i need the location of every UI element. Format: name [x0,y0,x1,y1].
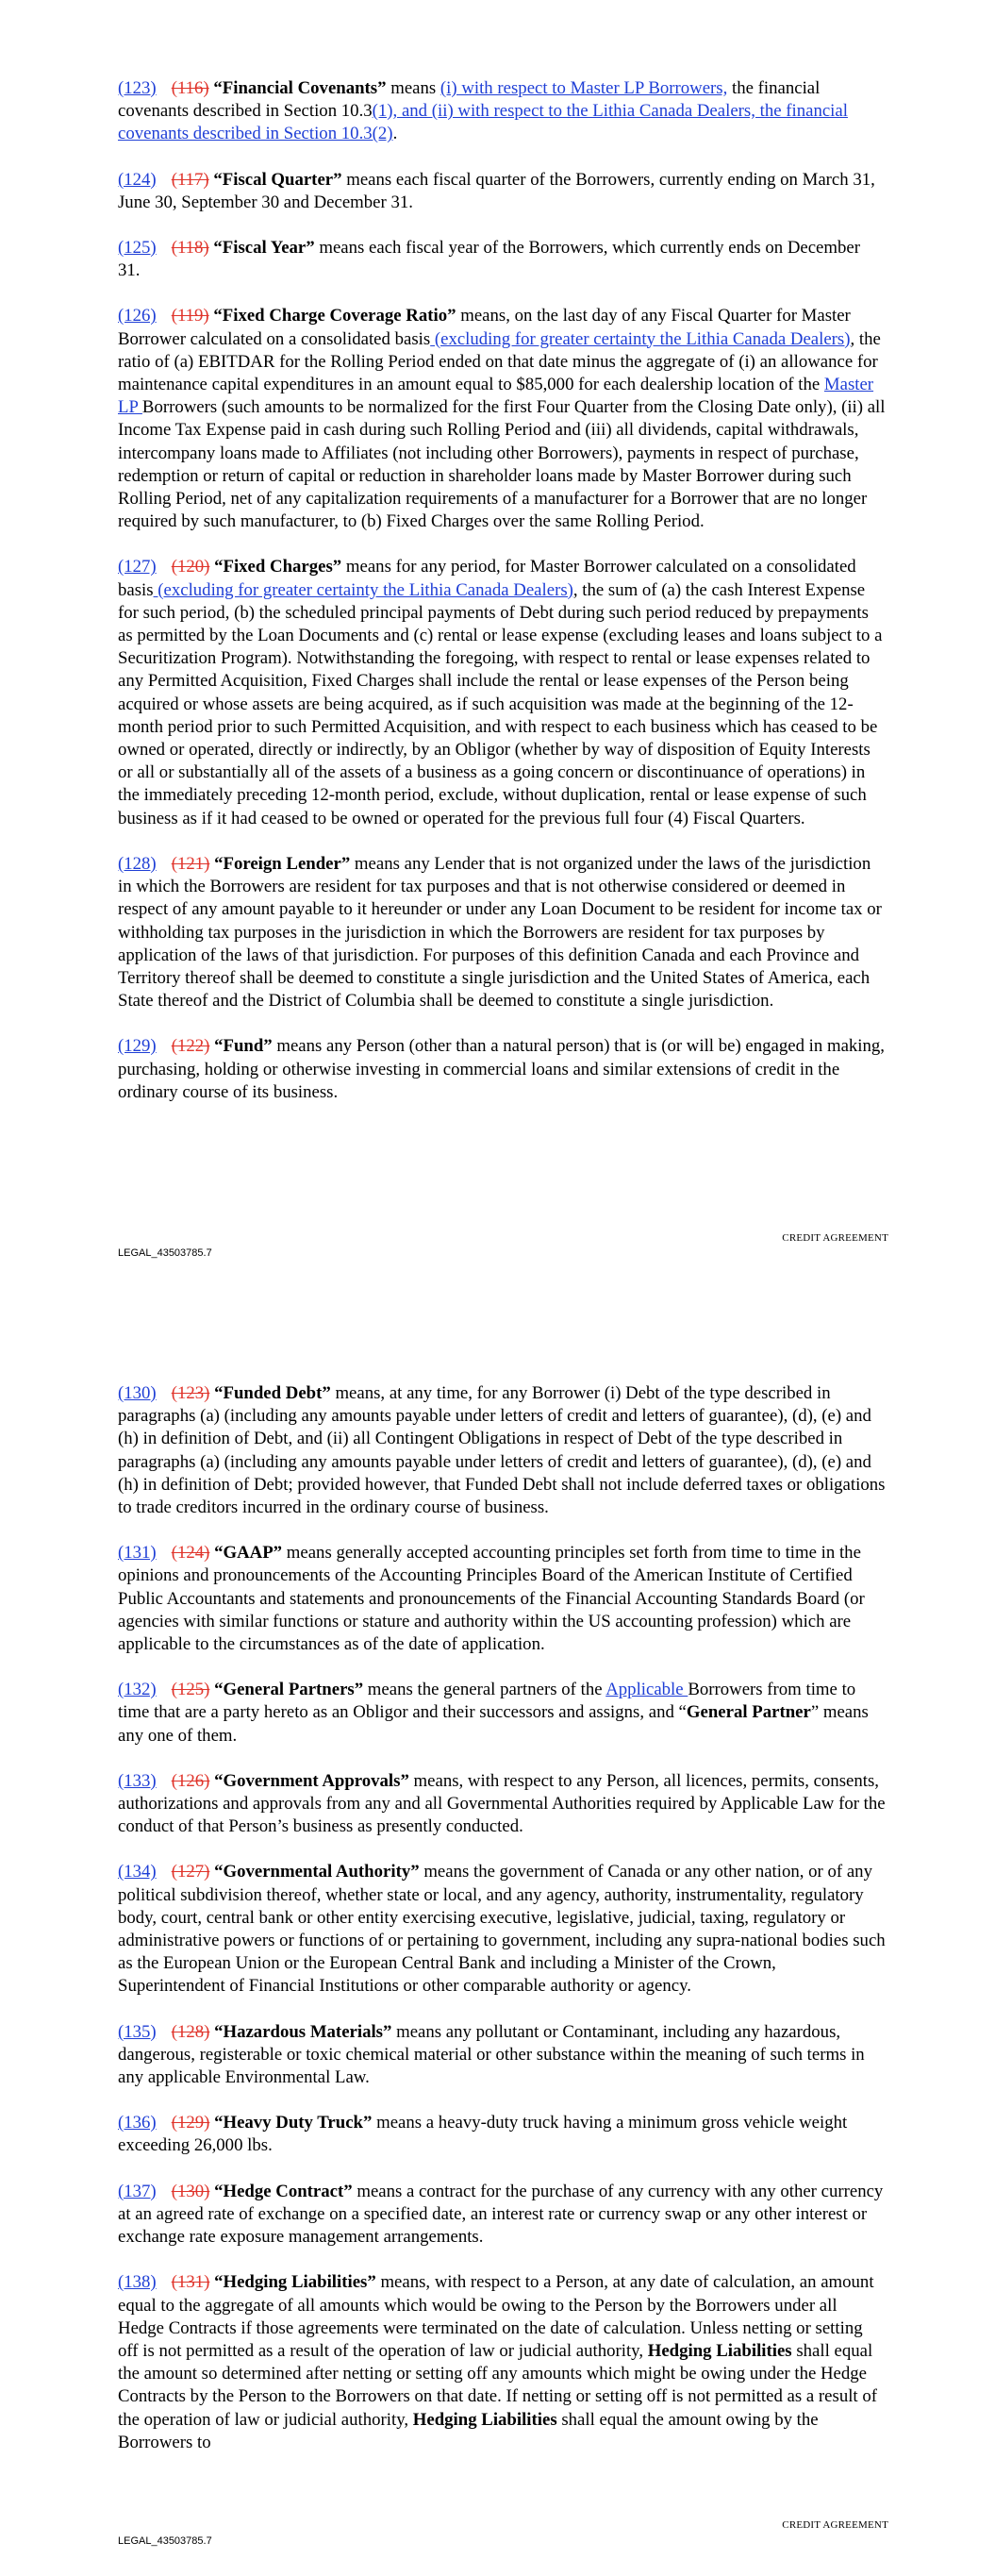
definition-paragraph [118,305,887,533]
definition-text: means the government of Canada or any other nation, or of any political subdivision thereof, whether state or local, and any agency, authority, instrumentality, regulatory body, court, central bank or other entity exercising executive, legislative, judicial, taxing, regulatory or administrative powers or functions of or pertaining to government, including any supra-national bodies such as the European Union or the European Central Bank and including a Minister of the Crown, Superintendent of Financial Institutions or other comparable authority or agency. [118,1862,886,1997]
definition-text: means, on the last day of any Fiscal Quarter for Master Borrower calculated on a consolidated basis [118,306,851,349]
definition-text: shall equal the amount owing by the Borrowers to [118,2409,819,2452]
definition-number-link[interactable]: (137) [118,2181,157,2201]
inserted-text: (1), and (ii) with respect to the Lithia Canada Dealers, the financial covenants described in Section 10.3(2) [118,101,848,144]
defined-term: “Hedge Contract” [214,2181,353,2201]
definition-number-link[interactable]: (127) [118,557,157,577]
deleted-number: (131) [171,2272,210,2293]
definition-text: means the general partners of the [363,1680,606,1700]
inserted-text: (i) with respect to Master LP Borrowers, [439,78,728,98]
defined-term: “Foreign Lender” [214,853,351,874]
definition-number-link[interactable]: (129) [118,1036,157,1057]
deleted-number: (129) [171,2113,210,2133]
definition-number-link[interactable]: (132) [118,1680,157,1700]
footer-document-title: CREDIT AGREEMENT [782,2519,888,2531]
deleted-number: (117) [171,169,209,190]
defined-term: “Hazardous Materials” [214,2021,392,2042]
definition-text: means a contract for the purchase of any currency with any other currency at an agreed rate of exchange on a specified date, an interest rate or currency swap or any other interest or exchange rate exposure management arrangements. [118,2181,884,2248]
defined-term: Hedging Liabilities [412,2409,557,2430]
definition-text: means, with respect to a Person, at any date of calculation, an amount equal to the aggregate of all amounts which would be owing to the Person by the Borrowers under all Hedge Contracts if those agreements were terminated on the date of calculation. Unless netting or setting off is not permitted as a result of the operation of law or judicial authority, [118,2272,874,2361]
definition-text: means any pollutant or Contaminant, including any hazardous, dangerous, registerable or toxic chemical material or other substance within the meaning of such terms in any applicable Environmental Law. [118,2021,865,2088]
deleted-number: (127) [171,1862,210,1882]
deleted-number: (119) [171,306,209,326]
deleted-number: (123) [171,1383,210,1403]
definition-number-link[interactable]: (128) [118,853,157,874]
footer-document-id: LEGAL_43503785.7 [118,1247,212,1259]
definition-paragraph [118,1542,887,1656]
definition-text: means, with respect to any Person, all licences, permits, consents, authorizations and approvals from any and all Governmental Authorities required by Applicable Law for the conduct of that Person’s business as presently conducted. [118,1770,886,1837]
definition-text: . [392,124,398,144]
defined-term: “Fiscal Quarter” [213,169,342,190]
deleted-number: (121) [171,853,210,874]
definition-text: Borrowers from time to time that are a party hereto as an Obligor and their successors and assigns, and “ [118,1680,856,1723]
definition-number-link[interactable]: (135) [118,2021,157,2042]
definition-text: means any Lender that is not organized under the laws of the jurisdiction in which the Borrowers are resident for tax purposes and that is not otherwise considered or deemed in respect of any amount payable to it hereunder or under any Loan Document to be resident for income tax or withholding tax purposes in the jurisdiction in which the Borrowers are resident for tax purposes by application of the laws of that jurisdiction. For purposes of this definition Canada and each Province and Territory thereof shall be deemed to constitute a single jurisdiction and the United States of America, each State thereof and the District of Columbia shall be deemed to constitute a single jurisdiction. [118,853,882,1012]
definition-text: means, at any time, for any Borrower (i) Debt of the type described in paragraphs (a) (including any amounts payable under letters of credit and letters of guarantee), (d), (e) and (h) in definition of Debt, and (ii) all Contingent Obligations in respect of Debt of the type described in paragraphs (a) (including any amounts payable under letters of credit and letters of guarantee), (d), (e) and (h) in definition of Debt; provided however, that Funded Debt shall not include deferred taxes or obligations to trade creditors incurred in the ordinary course of business. [118,1383,886,1518]
definition-text: means each fiscal quarter of the Borrowers, currently ending on March 31, June 30, September 30 and December 31. [118,169,875,212]
definitions-list [118,77,887,1127]
definition-text: the financial covenants described in Section 10.3 [118,78,821,122]
definition-text: ” means any one of them. [118,1702,869,1746]
definition-number-link[interactable]: (131) [118,1543,157,1564]
footer-document-id: LEGAL_43503785.7 [118,2535,212,2547]
defined-term: “Government Approvals” [214,1770,409,1791]
definition-paragraph [118,1770,887,1839]
definition-text: Borrowers (such amounts to be normalized for the first Four Quarter from the Closing Date only), (ii) all Income Tax Expense paid in cash during such Rolling Period and (iii) all dividends, capital withdrawals, intercompany loans made to Affiliates (not including other Borrowers), payments in respect of purchase, redemption or return of capital or reduction in shareholder loans made by Master Borrower during such Rolling Period, net of any capitalization requirements of a manufacturer for a Borrower that are no longer required by such manufacturer, to (b) Fixed Charges over the same Rolling Period. [118,397,886,532]
definition-paragraph [118,77,887,146]
definition-number-link[interactable]: (125) [118,238,157,259]
inserted-text: (excluding for greater certainty the Lithia Canada Dealers) [153,579,573,600]
deleted-number: (120) [171,557,210,577]
inserted-text: (excluding for greater certainty the Lithia Canada Dealers) [430,328,851,349]
definition-paragraph [118,853,887,1012]
defined-term: “Fixed Charge Coverage Ratio” [213,306,456,326]
definition-text: means [386,78,440,98]
definition-paragraph [118,1679,887,1748]
definition-text: means a heavy-duty truck having a minimum gross vehicle weight exceeding 26,000 lbs. [118,2113,848,2156]
definition-paragraph [118,2271,887,2454]
defined-term: General Partner [686,1702,811,1723]
defined-term: “Fiscal Year” [213,238,315,259]
defined-term: “Heavy Duty Truck” [214,2113,373,2133]
definition-paragraph [118,556,887,829]
definition-text: , the sum of (a) the cash Interest Expense for such period, (b) the scheduled principal payments of Debt during such period reduced by prepayments as permitted by the Loan Documents and (c) rental or lease expense (excluding leases and loans subject to a Securitization Program). Notwithstanding the foregoing, with respect to rental or lease expenses related to any Permitted Acquisition, Fixed Charges shall include the rental or lease expenses of the Person being acquired or whose assets are being acquired, as if such acquisition was made at the beginning of the 12-month period prior to such Permitted Acquisition, and with respect to each business which has ceased to be owned or operated, directly or indirectly, by an Obligor (whether by way of disposition of Equity Interests or all or substantially all of the assets of a business as a going concern or discontinuance of operations) in the immediately preceding 12-month period, exclude, without duplication, rental or lease expense of such business as if it had ceased to be owned or operated for the previous full four (4) Fiscal Quarters. [118,579,883,828]
document-page-2 [0,1288,995,2576]
deleted-number: (128) [171,2021,210,2042]
deleted-number: (116) [171,78,209,98]
deleted-number: (126) [171,1770,210,1791]
definition-number-link[interactable]: (138) [118,2272,157,2293]
definition-number-link[interactable]: (136) [118,2113,157,2133]
definition-number-link[interactable]: (124) [118,169,157,190]
definition-text: means any Person (other than a natural person) that is (or will be) engaged in making, purchasing, holding or otherwise investing in commercial loans and similar extensions of credit in the ordinary course of its business. [118,1036,886,1102]
defined-term: “Funded Debt” [214,1383,331,1403]
deleted-number: (124) [171,1543,210,1564]
defined-term: “GAAP” [214,1543,283,1564]
footer-document-title: CREDIT AGREEMENT [782,1232,888,1244]
definition-number-link[interactable]: (126) [118,306,157,326]
deleted-number: (118) [171,238,209,259]
definition-paragraph [118,2021,887,2090]
deleted-number: (125) [171,1680,210,1700]
inserted-text: Applicable [605,1680,688,1700]
defined-term: “General Partners” [214,1680,364,1700]
definition-text: , the ratio of (a) EBITDAR for the Rolling Period ended on that date minus the aggregate of (i) an allowance for maintenance capital expenditures in an amount equal to $85,000 for each dealership location of the [118,328,881,395]
defined-term: “Fund” [214,1036,273,1057]
definition-text: means generally accepted accounting principles set forth from time to time in the opinions and pronouncements of the Accounting Principles Board of the American Institute of Certified Public Accountants and statements and pronouncements of the Financial Accounting Standards Board (or agencies with similar functions or stature and authority within the US accounting profession) which are applicable to the circumstances as of the date of application. [118,1543,865,1655]
definition-text: means each fiscal year of the Borrowers, which currently ends on December 31. [118,238,860,281]
deleted-number: (130) [171,2181,210,2201]
definition-number-link[interactable]: (134) [118,1862,157,1882]
definition-number-link[interactable]: (133) [118,1770,157,1791]
defined-term: “Fixed Charges” [214,557,342,577]
definition-text: shall equal the amount so determined after netting or setting off any amounts which might be owing under the Hedge Contracts by the Person to the Borrowers on that date. If netting or setting off is not permitted as a result of the operation of law or judicial authority, [118,2340,877,2430]
definition-paragraph [118,1382,887,1519]
defined-term: “Governmental Authority” [214,1862,420,1882]
defined-term: “Hedging Liabilities” [214,2272,376,2293]
definition-paragraph [118,2112,887,2157]
definition-paragraph [118,2181,887,2250]
deleted-number: (122) [171,1036,210,1057]
definition-number-link[interactable]: (123) [118,78,157,98]
definition-text: means for any period, for Master Borrower calculated on a consolidated basis [118,557,856,600]
definition-paragraph [118,1035,887,1104]
inserted-text: Master LP [118,375,874,418]
definitions-list [118,1382,887,2477]
definition-paragraph [118,169,887,214]
definition-number-link[interactable]: (130) [118,1383,157,1403]
defined-term: “Financial Covenants” [213,78,387,98]
defined-term: Hedging Liabilities [647,2340,792,2361]
definition-paragraph [118,1861,887,1998]
definition-paragraph [118,237,887,282]
